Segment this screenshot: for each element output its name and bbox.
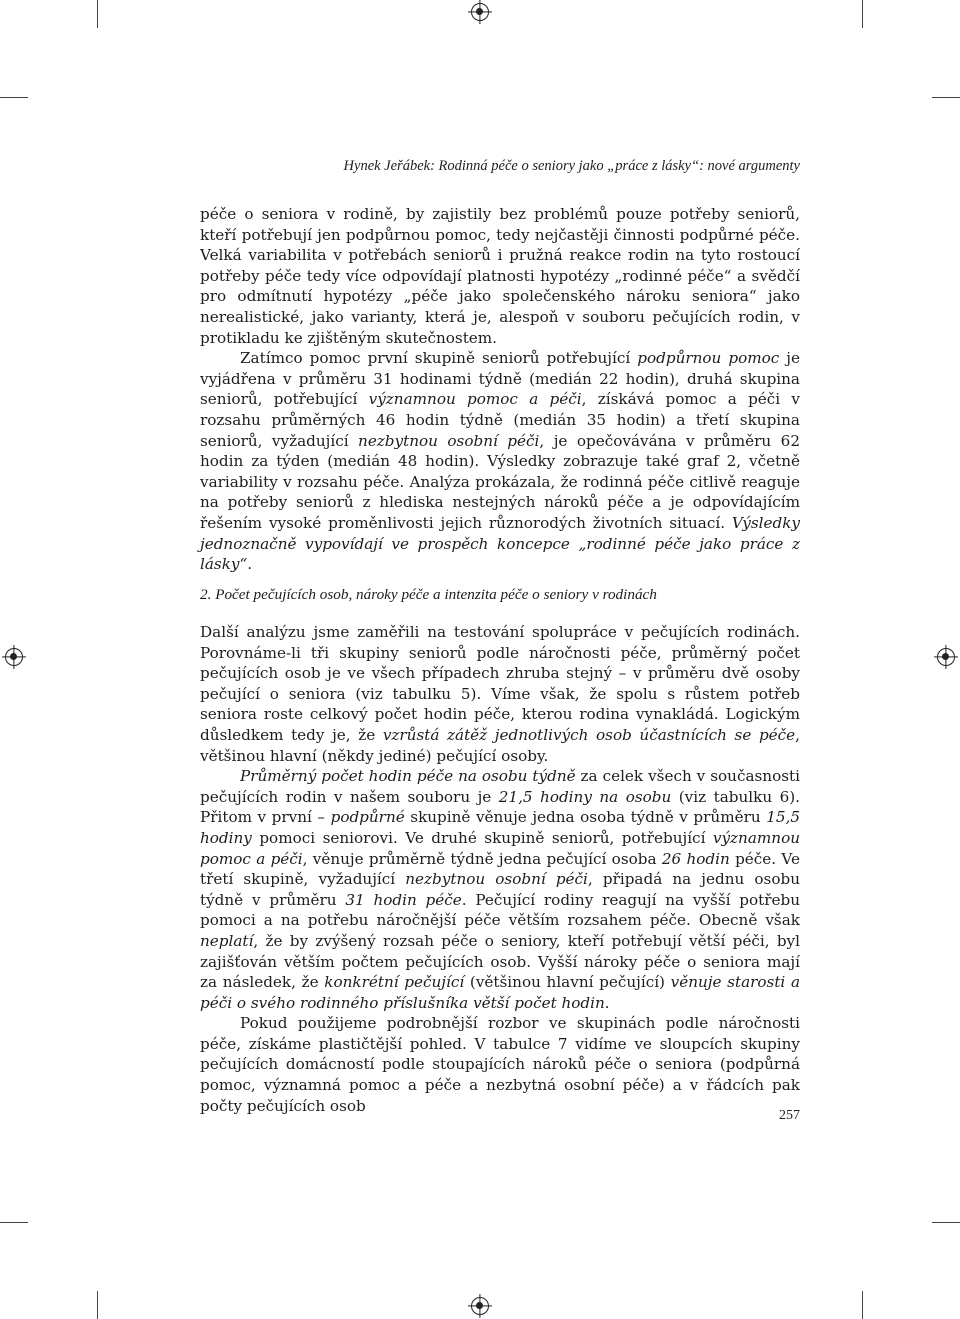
registration-mark-icon (471, 1297, 489, 1315)
paragraph: Průměrný počet hodin péče na osobu týdně za celek všech v současnosti pečujících rodin v našem souboru je 21,5 hodiny na osobu (viz tabulku 6). Přitom v první – podpůrné skupině věnuje jedna osoba týdně v průměru 15,5 hodiny pomoci seniorovi. Ve druhé skupině seniorů, potřebující významnou pomoc a péči, věnuje průměrně týdně jedna pečující osoba 26 hodin péče. Ve třetí skupině, vyžadující nezbytnou osobní péči, připadá na jednu osobu týdně v průměru 31 hodin péče. Pečující rodiny reagují na vyšší potřebu pomoci a na potřebu náročnější péče větším rozsahem péče. Obecně však neplatí, že by zvýšený rozsah péče o seniory, kteří potřebují větší péči, byl zajišťován větším počtem pečujících osob. Vyšší nároky péče o seniora mají za následek, že konkrétní pečující (většinou hlavní pečující) věnuje starosti a péči o svého rodinného příslušníka větší počet hodin. (200, 767, 801, 1012)
crop-mark (97, 0, 98, 28)
crop-mark (932, 97, 960, 98)
crop-mark (97, 1291, 98, 1319)
text-block-1 (200, 204, 800, 575)
crop-mark (862, 1291, 863, 1319)
paragraph: péče o seniora v rodině, by zajistily bez problémů pouze potřeby seniorů, kteří potřebují jen podpůrnou pomoc, tedy nejčastěji činnosti podpůrné péče. Velká variabilita v potřebách seniorů i pružná reakce rodin na tyto rostoucí potřeby péče tedy více odpovídají platnosti hypotézy „rodinné péče“ a svědčí pro odmítnutí hypotézy „péče jako společenského nároku seniora“ jako nerealistické, jako varianty, která je, alespoň v souboru pečujících rodin, v protikladu ke zjištěným skutečnostem. (200, 205, 800, 347)
running-head: Hynek Jeřábek: Rodinná péče o seniory jako „práce z lásky“: nové argumenty (343, 158, 800, 174)
page-number: 257 (779, 1108, 800, 1123)
paragraph: Další analýzu jsme zaměřili na testování spolupráce v pečujících rodinách. Porovnáme-li tři skupiny seniorů podle náročnosti péče, průměrný počet pečujících osob je ve všech případech zhruba stejný – v průměru dvě osoby pečující o seniora (viz tabulku 5). Víme však, že spolu s růstem potřeb seniora roste celkový počet hodin péče, kterou rodina vynakládá. Logickým důsledkem tedy je, že vzrůstá zátěž jednotlivých osob účastnících se péče, většinou hlavní (někdy jediné) pečující osoby. (200, 623, 800, 765)
crop-mark (862, 0, 863, 28)
registration-mark-icon (937, 648, 955, 666)
paragraph: Zatímco pomoc první skupině seniorů potřebující podpůrnou pomoc je vyjádřena v průměru 31 hodinami týdně (medián 22 hodin), druhá skupina seniorů, potřebující významnou pomoc a péči, získává pomoc a péči v rozsahu průměrných 46 hodin týdně (medián 35 hodin) a třetí skupina seniorů, vyžadující nezbytnou osobní péči, je opečovávána v průměru 62 hodin za týden (medián 48 hodin). Výsledky zobrazuje také graf 2, včetně variability v rozsahu péče. Analýza prokázala, že rodinná péče citlivě reaguje na potřeby seniorů z hlediska nestejných nároků péče a je odpovídajícím řešením vysoké proměnlivosti jejich různorodých životních situací. Výsledky jednoznačně vypovídají ve prospěch koncepce „rodinné péče jako práce z lásky“. (200, 349, 800, 574)
paragraph: Pokud použijeme podrobnější rozbor ve skupinách podle náročnosti péče, získáme plastičtější pohled. V tabulce 7 vidíme ve sloupcích skupiny pečujících domácností podle stoupajících nároků péče o seniora (podpůrná pomoc, významná pomoc a péče a nezbytná osobní péče) a v řádcích pak počty pečujících osob (200, 1014, 800, 1115)
crop-mark (0, 97, 28, 98)
section-heading: 2. Počet pečujících osob, nároky péče a intenzita péče o seniory v rodinách (200, 586, 657, 603)
text-block-2 (200, 622, 800, 1116)
registration-mark-icon (5, 648, 23, 666)
crop-mark (0, 1222, 28, 1223)
registration-mark-icon (471, 3, 489, 21)
crop-mark (932, 1222, 960, 1223)
